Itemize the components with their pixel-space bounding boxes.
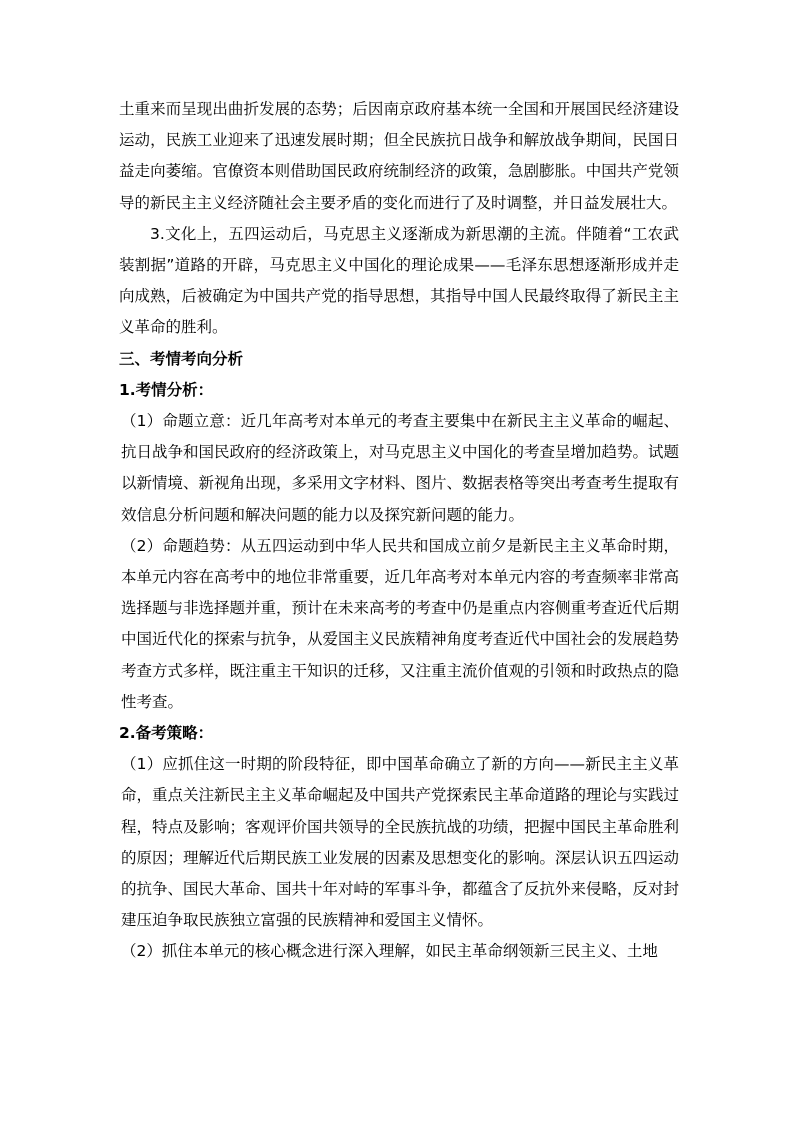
paragraph-proposition-intent: （1）命题立意：近几年高考对本单元的考查主要集中在新民主主义革命的崛起、抗日战争和国民政府的经济政策上，对马克思主义中国化的考查呈增加趋势。试题以新情境、新视角出现，多采用文字材料、图片、数据表格等突出考查考生提取有效信息分析问题和解决问题的能力以及探究新问题的能力。 xyxy=(121,412,680,524)
paragraph-culture: 3.文化上，五四运动后，马克思主义逐渐成为新思潮的主流。伴随着“工农武装割据”道路的开辟，马克思主义中国化的理论成果——毛泽东思想逐渐形成并走向成熟，后被确定为中国共产党的指导思想，其指导中国人民最终取得了新民主主义革命的胜利。 xyxy=(119,224,679,337)
paragraph-strategy-2: （2）抓住本单元的核心概念进行深入理解，如民主革命纲领新三民主义、土地 xyxy=(121,942,658,961)
paragraph-proposition-trend: （2）命题趋势：从五四运动到中华人民共和国成立前夕是新民主主义革命时期，本单元内容在高考中的地位非常重要，近几年高考对本单元内容的考查频率非常高选择题与非选择题并重，预计在未来高考的考查中仍是重点内容侧重考查近代后期中国近代化的探索与抗争，从爱国主义民族精神角度考查近代中国社会的发展趋势考查方式多样，既注重主干知识的迁移，又注重主流价值观的引领和时政热点的隐性考查。 xyxy=(121,536,680,711)
subheading-exam-situation: 1.考情分析： xyxy=(119,380,214,399)
section-heading-exam-analysis: 三、考情考向分析 xyxy=(119,349,244,368)
subheading-prep-strategy: 2.备考策略： xyxy=(119,724,214,743)
document-page xyxy=(119,94,679,968)
paragraph-economy-continued: 土重来而呈现出曲折发展的态势；后因南京政府基本统一全国和开展国民经济建设运动，民族工业迎来了迅速发展时期；但全民族抗日战争和解放战争期间，民国日益走向萎缩。官僚资本则借助国民政府统制经济的政策，急剧膨胀。中国共产党领导的新民主主义经济随社会主要矛盾的变化而进行了及时调整，并日益发展壮大。 xyxy=(119,100,679,212)
paragraph-strategy-1: （1）应抓住这一时期的阶段特征，即中国革命确立了新的方向——新民主主义革命，重点关注新民主主义革命崛起及中国共产党探索民主革命道路的理论与实践过程，特点及影响；客观评价国共领导的全民族抗战的功绩，把握中国民主革命胜利的原因；理解近代后期民族工业发展的因素及思想变化的影响。深层认识五四运动的抗争、国民大革命、国共十年对峙的军事斗争，都蕴含了反抗外来侵略，反对封建压迫争取民族独立富强的民族精神和爱国主义情怀。 xyxy=(121,755,680,930)
